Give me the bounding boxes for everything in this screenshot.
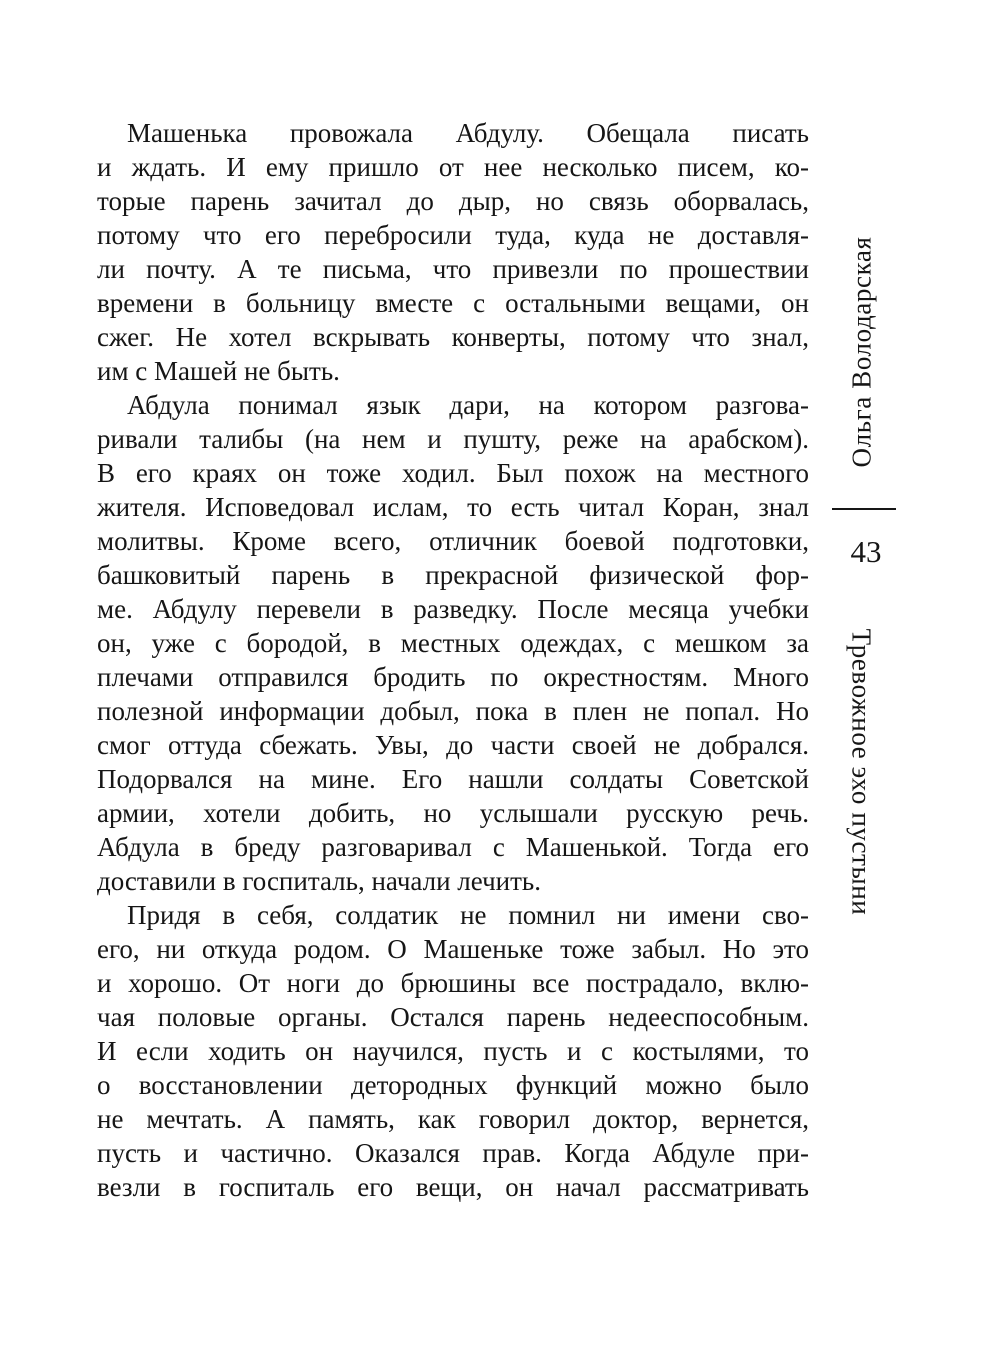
text-line: чая половые органы. Остался парень недееспособным. [97, 1002, 809, 1032]
text-line: Абдула понимал язык дари, на котором разгова- [127, 390, 809, 420]
text-line: жителя. Исповедовал ислам, то есть читал Коран, знал [97, 492, 809, 522]
text-line: времени в больницу вместе с остальными вещами, он [97, 288, 809, 318]
text-line: смог оттуда сбежать. Увы, до части своей не добрался. [97, 730, 809, 760]
text-line: Абдула в бреду разговаривал с Машенькой. Тогда его [97, 832, 809, 862]
paragraph [97, 116, 809, 388]
text-line: и ждать. И ему пришло от нее несколько писем, ко- [97, 152, 809, 182]
text-line: Придя в себя, солдатик не помнил ни имени сво- [127, 900, 809, 930]
text-line: Подорвался на мине. Его нашли солдаты Советской [97, 764, 809, 794]
paragraph [97, 388, 809, 898]
text-line: ли почту. А те письма, что привезли по прошествии [97, 254, 809, 284]
text-line: Машенька провожала Абдулу. Обещала писать [127, 118, 809, 148]
text-line: молитвы. Кроме всего, отличник боевой подготовки, [97, 526, 809, 556]
text-line: В его краях он тоже ходил. Был похож на местного [97, 458, 809, 488]
text-line: полезной информации добыл, пока в плен не попал. Но [97, 696, 809, 726]
text-line: плечами отправился бродить по окрестностям. Много [97, 662, 809, 692]
text-line: он, уже с бородой, в местных одеждах, с мешком за [97, 628, 809, 658]
text-line: потому что его перебросили туда, куда не доставля- [97, 220, 809, 250]
text-line: пусть и частично. Оказался прав. Когда Абдуле при- [97, 1138, 809, 1168]
text-line: везли в госпиталь его вещи, он начал рассматривать [97, 1172, 809, 1202]
paragraph [97, 898, 809, 1204]
page-number: 43 [850, 534, 882, 569]
text-block [97, 116, 809, 1204]
text-line: и хорошо. От ноги до брюшины все пострадало, вклю- [97, 968, 809, 998]
text-line: ме. Абдулу перевели в разведку. После месяца учебки [97, 594, 809, 624]
text-line: о восстановлении детородных функций можно было [97, 1070, 809, 1100]
text-line: им с Машей не быть. [97, 356, 340, 386]
text-line: его, ни откуда родом. О Машеньке тоже забыл. Но это [97, 934, 809, 964]
margin-divider-rule [832, 508, 896, 510]
text-line: башковитый парень в прекрасной физической фор- [97, 560, 809, 590]
text-line: ривали талибы (на нем и пушту, реже на арабском). [97, 424, 809, 454]
text-line: доставили в госпиталь, начали лечить. [97, 866, 541, 896]
text-line: И если ходить он научился, пусть и с костылями, то [97, 1036, 809, 1066]
running-header-author: Ольга Володарская [846, 236, 877, 468]
running-header-book-title: Тревожное эхо пустыни [846, 628, 877, 916]
text-line: сжег. Не хотел вскрывать конверты, потому что знал, [97, 322, 809, 352]
text-line: армии, хотели добить, но услышали русскую речь. [97, 798, 809, 828]
text-line: не мечтать. А память, как говорил доктор, вернется, [97, 1104, 809, 1134]
text-line: торые парень зачитал до дыр, но связь оборвалась, [97, 186, 809, 216]
